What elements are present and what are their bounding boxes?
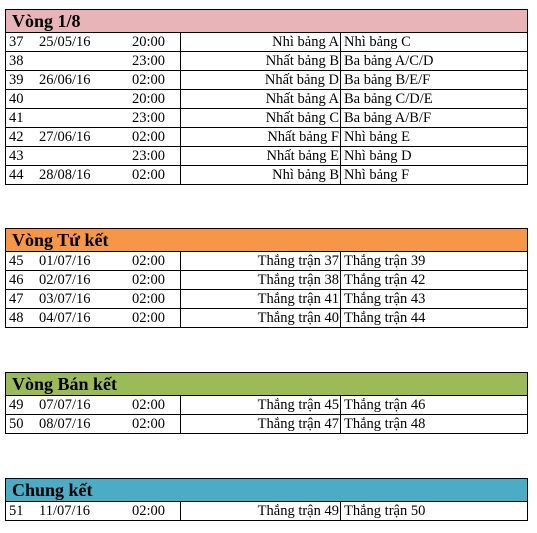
away-team: Nhì bảng D	[344, 148, 412, 164]
home-team: Thắng trận 41	[257, 291, 339, 307]
home-team: Thắng trận 49	[257, 503, 339, 519]
match-row	[5, 128, 528, 147]
column-divider	[180, 290, 181, 308]
column-divider	[180, 90, 181, 108]
match-date: 26/06/16	[39, 72, 91, 88]
column-divider	[340, 109, 341, 127]
home-team: Thắng trận 40	[257, 310, 339, 326]
match-row	[5, 166, 528, 185]
round-header: Vòng Tứ kết	[5, 228, 528, 252]
match-time: 02:00	[132, 503, 166, 519]
match-time: 02:00	[132, 272, 166, 288]
away-team: Thắng trận 44	[344, 310, 426, 326]
home-team: Nhất bảng B	[265, 53, 339, 69]
match-date: 07/07/16	[39, 397, 91, 413]
match-number: 47	[9, 291, 24, 307]
match-row	[5, 147, 528, 166]
home-team: Nhất bảng D	[264, 72, 339, 88]
away-team: Nhì bảng E	[344, 129, 411, 145]
round-of-16-section	[5, 9, 528, 185]
match-number: 39	[9, 72, 24, 88]
column-divider	[340, 502, 341, 520]
column-divider	[180, 71, 181, 89]
away-team: Ba bảng A/C/D	[344, 53, 434, 69]
column-divider	[180, 109, 181, 127]
column-divider	[340, 128, 341, 146]
match-time: 23:00	[132, 148, 166, 164]
match-date: 11/07/16	[39, 503, 91, 519]
semi-final-section	[5, 372, 528, 434]
column-divider	[180, 309, 181, 327]
match-row	[5, 252, 528, 271]
match-row	[5, 502, 528, 521]
round-header: Vòng Bán kết	[5, 372, 528, 396]
match-row	[5, 109, 528, 128]
match-number: 50	[9, 416, 24, 432]
column-divider	[340, 252, 341, 270]
home-team: Thắng trận 47	[257, 416, 339, 432]
match-date: 08/07/16	[39, 416, 91, 432]
match-time: 23:00	[132, 53, 166, 69]
match-row	[5, 415, 528, 434]
home-team: Nhì bảng B	[272, 167, 339, 183]
match-row	[5, 290, 528, 309]
away-team: Nhì bảng C	[344, 34, 411, 50]
column-divider	[340, 415, 341, 433]
match-number: 44	[9, 167, 24, 183]
away-team: Thắng trận 39	[344, 253, 426, 269]
match-time: 20:00	[132, 34, 166, 50]
home-team: Nhất bảng A	[265, 91, 339, 107]
match-time: 02:00	[132, 291, 166, 307]
home-team: Thắng trận 38	[257, 272, 339, 288]
match-date: 28/08/16	[39, 167, 91, 183]
column-divider	[340, 33, 341, 51]
match-row	[5, 396, 528, 415]
column-divider	[180, 415, 181, 433]
match-time: 02:00	[132, 129, 166, 145]
match-date: 27/06/16	[39, 129, 91, 145]
match-number: 41	[9, 110, 24, 126]
column-divider	[180, 52, 181, 70]
column-divider	[340, 396, 341, 414]
column-divider	[340, 90, 341, 108]
match-date: 01/07/16	[39, 253, 91, 269]
match-row	[5, 52, 528, 71]
away-team: Thắng trận 43	[344, 291, 426, 307]
match-number: 45	[9, 253, 24, 269]
column-divider	[340, 147, 341, 165]
home-team: Nhì bảng A	[272, 34, 339, 50]
column-divider	[340, 52, 341, 70]
away-team: Ba bảng A/B/F	[344, 110, 432, 126]
away-team: Nhì bảng F	[344, 167, 410, 183]
column-divider	[180, 502, 181, 520]
home-team: Nhất bảng F	[267, 129, 339, 145]
column-divider	[180, 396, 181, 414]
match-number: 51	[9, 503, 24, 519]
away-team: Ba bảng B/E/F	[344, 72, 431, 88]
match-time: 23:00	[132, 110, 166, 126]
away-team: Thắng trận 48	[344, 416, 426, 432]
match-date: 04/07/16	[39, 310, 91, 326]
home-team: Thắng trận 37	[257, 253, 339, 269]
match-number: 48	[9, 310, 24, 326]
match-time: 02:00	[132, 416, 166, 432]
match-number: 49	[9, 397, 24, 413]
column-divider	[340, 290, 341, 308]
match-time: 02:00	[132, 310, 166, 326]
column-divider	[340, 271, 341, 289]
match-row	[5, 271, 528, 290]
column-divider	[340, 71, 341, 89]
quarter-final-section	[5, 228, 528, 328]
round-header: Vòng 1/8	[5, 9, 528, 33]
match-row	[5, 309, 528, 328]
match-number: 46	[9, 272, 24, 288]
away-team: Thắng trận 46	[344, 397, 426, 413]
match-date: 02/07/16	[39, 272, 91, 288]
column-divider	[180, 147, 181, 165]
match-row	[5, 90, 528, 109]
match-time: 02:00	[132, 167, 166, 183]
match-number: 43	[9, 148, 24, 164]
column-divider	[180, 128, 181, 146]
home-team: Nhất bảng E	[266, 148, 339, 164]
match-number: 40	[9, 91, 24, 107]
column-divider	[340, 166, 341, 184]
column-divider	[180, 271, 181, 289]
away-team: Thắng trận 50	[344, 503, 426, 519]
away-team: Ba bảng C/D/E	[344, 91, 433, 107]
home-team: Thắng trận 45	[257, 397, 339, 413]
match-row	[5, 33, 528, 52]
column-divider	[180, 252, 181, 270]
column-divider	[340, 309, 341, 327]
round-header: Chung kết	[5, 478, 528, 502]
column-divider	[180, 33, 181, 51]
match-date: 03/07/16	[39, 291, 91, 307]
final-section	[5, 478, 528, 521]
match-date: 25/05/16	[39, 34, 91, 50]
match-number: 37	[9, 34, 24, 50]
match-time: 02:00	[132, 397, 166, 413]
home-team: Nhất bảng C	[265, 110, 339, 126]
away-team: Thắng trận 42	[344, 272, 426, 288]
match-number: 42	[9, 129, 24, 145]
match-row	[5, 71, 528, 90]
match-number: 38	[9, 53, 24, 69]
match-time: 02:00	[132, 253, 166, 269]
match-time: 20:00	[132, 91, 166, 107]
column-divider	[180, 166, 181, 184]
match-time: 02:00	[132, 72, 166, 88]
